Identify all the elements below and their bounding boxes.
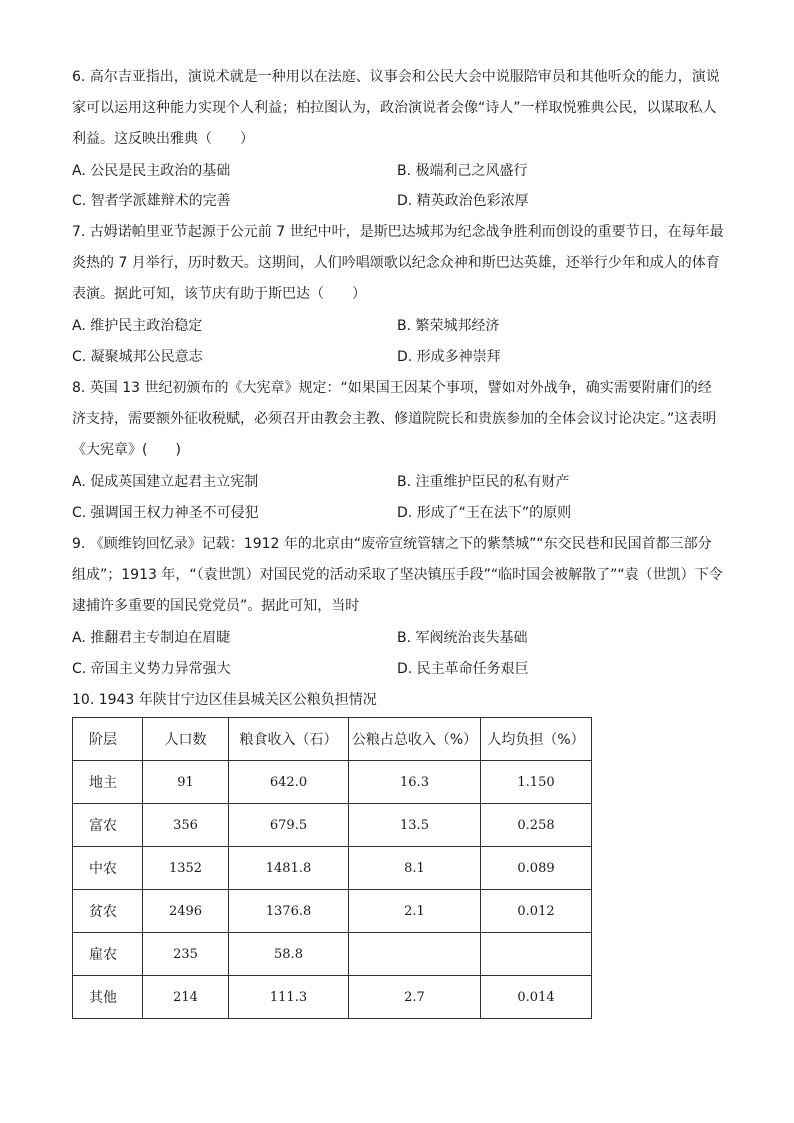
question-6-option-a: A. 公民是民主政治的基础 [72, 163, 231, 179]
question-7-stem [72, 217, 724, 310]
question-8-option-c: C. 强调国王权力神圣不可侵犯 [72, 505, 259, 521]
table-row [73, 847, 592, 890]
cell-per-capita: 0.089 [481, 847, 592, 890]
question-6-stem [72, 62, 724, 155]
table-row [73, 933, 592, 976]
cell-class: 其他 [73, 976, 143, 1019]
header-grain-share: 公粮占总收入（%） [349, 718, 481, 761]
cell-class: 雇农 [73, 933, 143, 976]
cell-population: 1352 [143, 847, 229, 890]
cell-per-capita: 0.014 [481, 976, 592, 1019]
cell-population: 91 [143, 761, 229, 804]
question-9-option-a: A. 推翻君主专制迫在眉睫 [72, 630, 231, 646]
question-6-option-d: D. 精英政治色彩浓厚 [397, 193, 529, 209]
header-population: 人口数 [143, 718, 229, 761]
question-6-option-c: C. 智者学派雄辩术的完善 [72, 193, 231, 209]
table-row [73, 976, 592, 1019]
question-10-caption: 10. 1943 年陕甘宁边区佳县城关区公粮负担情况 [72, 692, 377, 708]
question-6-text: 6. 高尔吉亚指出，演说术就是一种用以在法庭、议事会和公民大会中说服陪审员和其他听众的能力，演说家可以运用这种能力实现个人利益；柏拉图认为，政治演说者会像“诗人”一样取悦雅典公民，以谋取私人利益。这反映出雅典（ ） [72, 69, 720, 147]
question-7-option-b: B. 繁荣城邦经济 [397, 318, 500, 334]
cell-per-capita: 0.258 [481, 804, 592, 847]
question-8-option-d: D. 形成了“王在法下”的原则 [397, 505, 572, 521]
cell-population: 2496 [143, 890, 229, 933]
cell-grain-share: 13.5 [349, 804, 481, 847]
question-7-option-a: A. 维护民主政治稳定 [72, 318, 203, 334]
cell-grain-income: 111.3 [229, 976, 349, 1019]
question-9-text: 9. 《顾维钧回忆录》记载：1912 年的北京由“废帝宣统管辖之下的紫禁城”“东交民巷和民国首都三部分组成”；1913 年，“（袁世凯）对国民党的活动采取了坚决镇压手段”“临时国会被解散了”“袁（世凯）下令逮捕许多重要的国民党党员”。据此可知，当时 [72, 536, 723, 614]
question-8-option-b: B. 注重维护臣民的私有财产 [397, 474, 570, 490]
cell-population: 356 [143, 804, 229, 847]
cell-grain-share: 2.7 [349, 976, 481, 1019]
cell-grain-share [349, 933, 481, 976]
question-7-option-d: D. 形成多神崇拜 [397, 349, 501, 365]
question-9-option-d: D. 民主革命任务艰巨 [397, 661, 529, 677]
table-row [73, 890, 592, 933]
cell-grain-share: 16.3 [349, 761, 481, 804]
cell-grain-income: 1376.8 [229, 890, 349, 933]
header-per-capita: 人均负担（%） [481, 718, 592, 761]
cell-grain-share: 8.1 [349, 847, 481, 890]
cell-per-capita: 0.012 [481, 890, 592, 933]
table-row [73, 804, 592, 847]
cell-per-capita: 1.150 [481, 761, 592, 804]
cell-population: 235 [143, 933, 229, 976]
cell-class: 富农 [73, 804, 143, 847]
cell-grain-income: 642.0 [229, 761, 349, 804]
question-8-stem [72, 373, 724, 466]
cell-grain-share: 2.1 [349, 890, 481, 933]
question-7-text: 7. 古姆诺帕里亚节起源于公元前 7 世纪中叶，是斯巴达城邦为纪念战争胜利而创设的重要节日，在每年最炎热的 7 月举行，历时数天。这期间，人们吟唱颂歌以纪念众神和斯巴达英雄，还举行少年和成人的体育表演。据此可知，该节庆有助于斯巴达（ ） [72, 224, 724, 302]
cell-grain-income: 58.8 [229, 933, 349, 976]
cell-grain-income: 1481.8 [229, 847, 349, 890]
grain-burden-table [72, 717, 592, 1019]
question-6-option-b: B. 极端利己之风盛行 [397, 163, 528, 179]
table-header-row [73, 718, 592, 761]
table-row [73, 761, 592, 804]
question-8-option-a: A. 促成英国建立起君主立宪制 [72, 474, 259, 490]
question-9-stem [72, 529, 724, 622]
question-8-text: 8. 英国 13 世纪初颁布的《大宪章》规定：“如果国王因某个事项，譬如对外战争，确实需要附庸们的经济支持，需要额外征收税赋，必须召开由教会主教、修道院院长和贵族参加的全体会议讨论决定。”这表明《大宪章》( ) [72, 380, 717, 458]
question-9-option-c: C. 帝国主义势力异常强大 [72, 661, 231, 677]
cell-grain-income: 679.5 [229, 804, 349, 847]
header-grain-income: 粮食收入（石） [229, 718, 349, 761]
cell-per-capita [481, 933, 592, 976]
cell-class: 中农 [73, 847, 143, 890]
cell-class: 贫农 [73, 890, 143, 933]
cell-class: 地主 [73, 761, 143, 804]
header-class: 阶层 [73, 718, 143, 761]
question-9-option-b: B. 军阀统治丧失基础 [397, 630, 528, 646]
question-7-option-c: C. 凝聚城邦公民意志 [72, 349, 203, 365]
cell-population: 214 [143, 976, 229, 1019]
